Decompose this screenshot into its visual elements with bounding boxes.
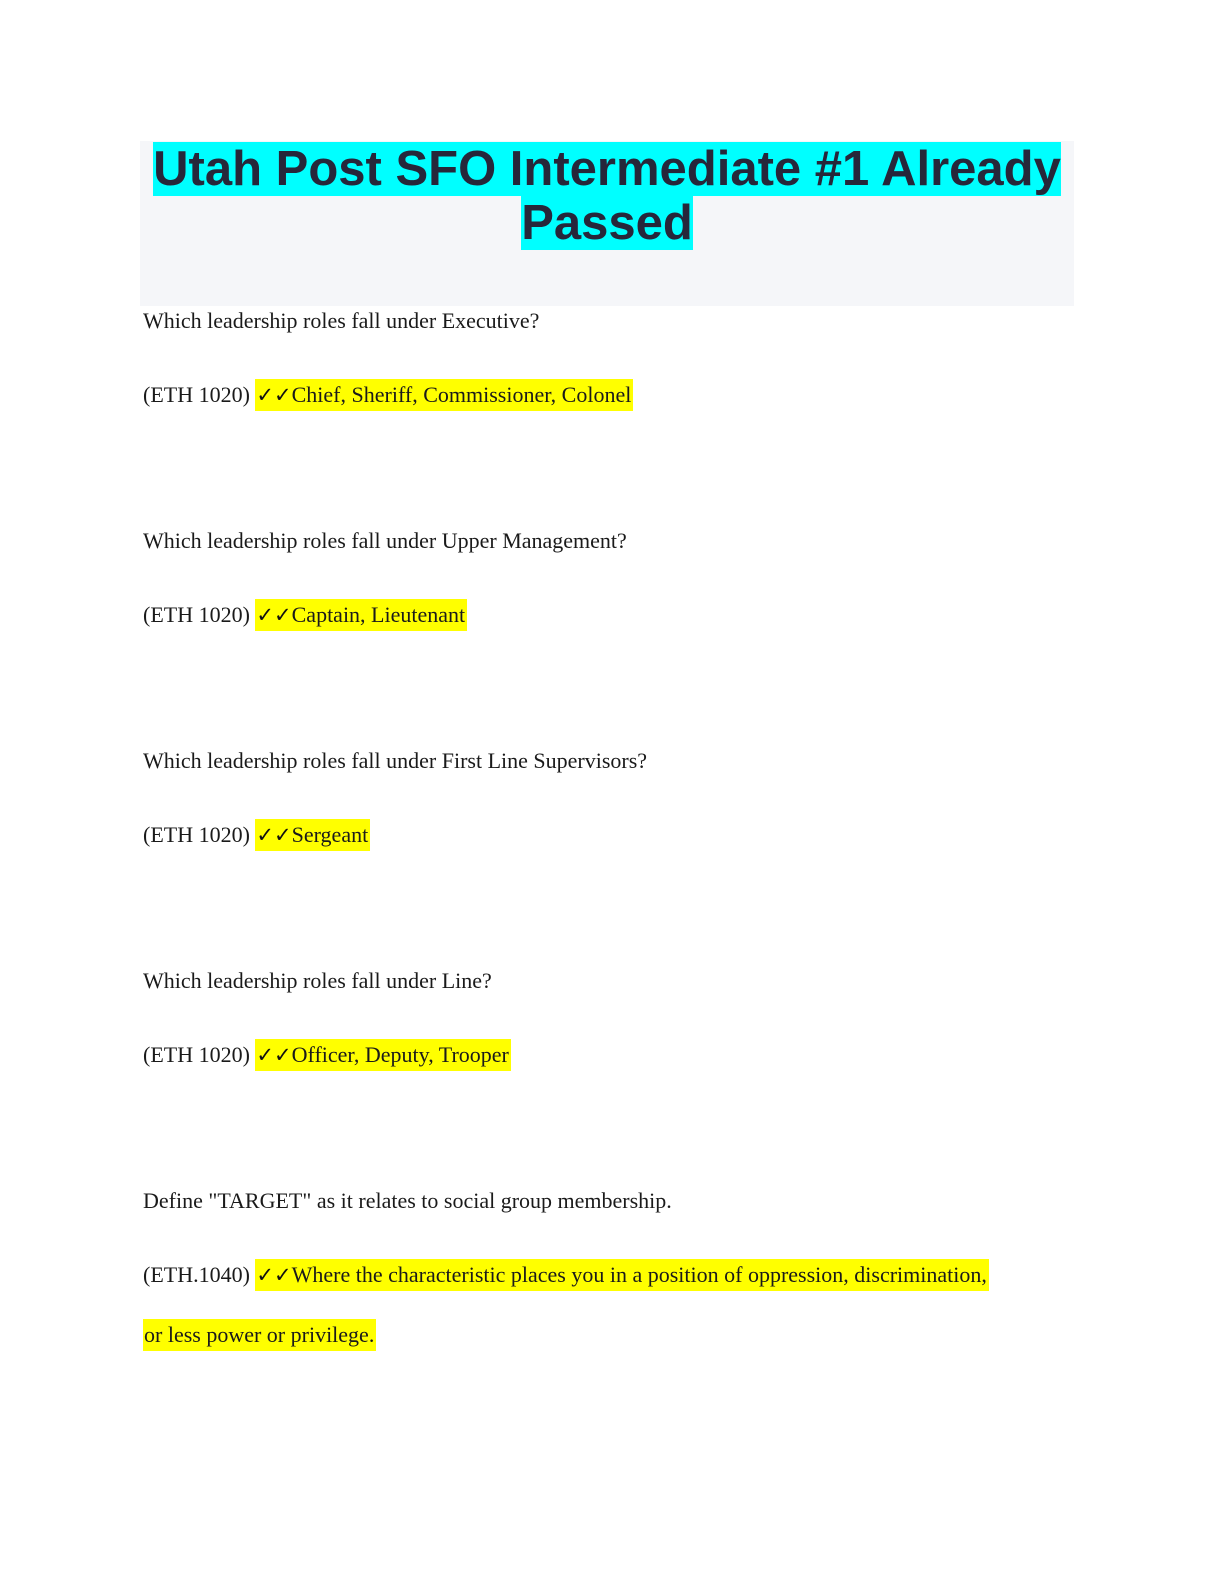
question-text: Which leadership roles fall under Line? [143,968,492,993]
course-code: (ETH 1020) [143,602,250,627]
answer-text: Chief, Sheriff, Commissioner, Colonel [291,382,632,407]
check-icon: ✓✓ [256,1043,292,1067]
question-text: Which leadership roles fall under Executive? [143,308,540,333]
question-text: Which leadership roles fall under First Line Supervisors? [143,748,648,773]
course-code: (ETH.1040) [143,1262,250,1287]
document-title [140,141,1074,250]
answer-text: Captain, Lieutenant [291,602,466,627]
check-icon: ✓✓ [256,383,292,407]
answer-text: Sergeant [291,822,369,847]
course-code: (ETH 1020) [143,822,250,847]
title-box [140,141,1074,306]
check-icon: ✓✓ [256,1263,292,1287]
answer-line [143,1262,989,1288]
answer-line [143,602,467,628]
answer-line [143,822,370,848]
question-text: Which leadership roles fall under Upper Management? [143,528,627,553]
answer-line-continued [143,1322,376,1348]
course-code: (ETH 1020) [143,382,250,407]
check-icon: ✓✓ [256,603,292,627]
answer-highlight [255,379,633,411]
answer-line [143,382,633,408]
course-code: (ETH 1020) [143,1042,250,1067]
answer-text: Where the characteristic places you in a position of oppression, discrimination, [291,1262,987,1287]
question-text: Define "TARGET" as it relates to social group membership. [143,1188,672,1213]
answer-highlight: or less power or privilege. [143,1319,376,1351]
title-text: Utah Post SFO Intermediate #1 Already Passed [153,142,1061,250]
answer-line [143,1042,511,1068]
answer-highlight [255,599,467,631]
answer-highlight [255,1259,988,1291]
answer-highlight [255,1039,510,1071]
check-icon: ✓✓ [256,823,292,847]
answer-highlight [255,819,370,851]
answer-text: Officer, Deputy, Trooper [291,1042,509,1067]
